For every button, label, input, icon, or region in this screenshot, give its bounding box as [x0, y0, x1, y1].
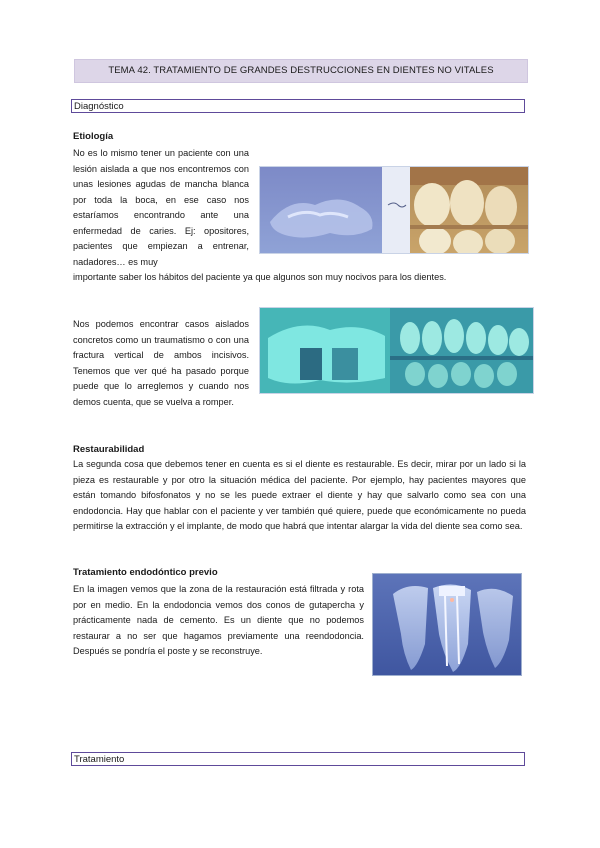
section-diagnostico: Diagnóstico: [71, 99, 525, 113]
page-title: TEMA 42. TRATAMIENTO DE GRANDES DESTRUCCIONES EN DIENTES NO VITALES: [74, 59, 528, 83]
etiologia-paragraph-1-end: importante saber los hábitos del paciente ya que algunos son muy nocivos para los dientes.: [73, 272, 447, 282]
restaurabilidad-paragraph: La segunda cosa que debemos tener en cuenta es si el diente es restaurable. Es decir, mirar por un lado si la pieza es restaurable y por otro la situación médica del paciente. Por ejemplo, hay pacientes mayores que están tomando bifosfonatos y no se les puede extraer el diente y hay que salvarlo como sea con una endodoncia. Hay que hablar con el paciente y ver también qué quiere, puede que económicamente no pueda permitirse la extracción y el implante, de modo que habrá que intentar alargar la vida del diente sea como sea.: [73, 459, 526, 531]
etiologia-paragraph-1: [73, 146, 249, 270]
white-spot-lesions-photo: [259, 166, 529, 254]
incisor-fracture-photo: [259, 307, 534, 394]
heading-restaurabilidad: Restaurabilidad: [73, 444, 145, 455]
endodontico-paragraph: En la imagen vemos que la zona de la restauración está filtrada y rota por en medio. En la endodoncia vemos dos conos de gutapercha y prácticamente nada de cemento. Es un diente que no podemos restaurar a no ser que hagamos previamente una reendodoncia. Después se pondría el poste y se reconstruye.: [73, 584, 364, 656]
heading-endodontico: Tratamiento endodóntico previo: [73, 567, 218, 578]
etiologia-paragraph-1-text: No es lo mismo tener un paciente con una lesión aislada a que nos encontremos con unas lesiones agudas de mancha blanca por toda la boca, en ese caso nos estaríamos encontrando ante una enfermedad de caries. Ej: opositores, pacientes que empiezan a entrenar, nadadores… es muy: [73, 148, 249, 267]
section-tratamiento: Tratamiento: [71, 752, 525, 766]
radiograph-image: [372, 573, 522, 676]
heading-etiologia: Etiología: [73, 131, 114, 142]
etiologia-paragraph-2: Nos podemos encontrar casos aislados concretos como un traumatismo o con una fractura vertical de ambos incisivos. Tenemos que ver qué ha pasado porque puede que lo arreglemos y cuando nos demos cuenta, que se vuelva a romper.: [73, 319, 249, 407]
